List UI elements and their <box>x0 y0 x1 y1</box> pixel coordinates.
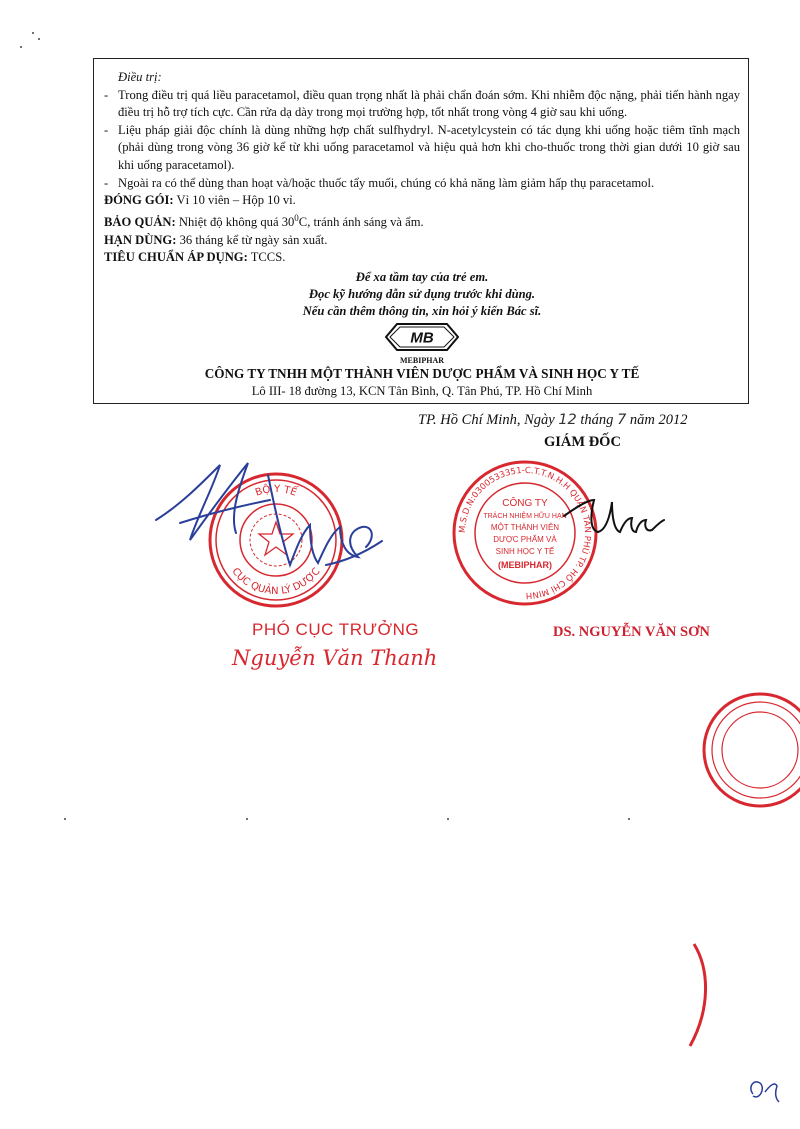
company-stamp-line: CÔNG TY <box>502 498 548 509</box>
vice-director-name: Nguyễn Văn Thanh <box>232 646 438 670</box>
mebiphar-logo-mark <box>385 323 459 351</box>
date-month: 7 <box>617 412 627 428</box>
ministry-stamp-bottom-text: CỤC QUẢN LÝ DƯỢC <box>229 566 323 598</box>
stray-mark <box>20 46 22 48</box>
company-stamp-line: MỘT THÀNH VIÊN <box>490 523 560 532</box>
company-stamp-line: (MEBIPHAR) <box>498 560 552 570</box>
notice-line: Để xa tầm tay của trẻ em. <box>355 269 489 284</box>
mebiphar-logo <box>104 323 740 366</box>
vice-director-signature <box>150 445 390 598</box>
standard-row: TIÊU CHUẨN ÁP DỤNG: TCCS. <box>104 250 286 265</box>
stray-mark <box>628 818 630 820</box>
treatment-bullet: - Liệu pháp giải độc chính là dùng những hợp chất sulfhydryl. N-acetylcystein có tác dụng khi uống hoặc tiêm tĩnh mạch (phải dùng trong vòng 36 giờ kể từ khi uống paracetamol và hiệu quả hơn khi cho-thuốc trong thời gian dưới 10 giờ sau khi uống paracetamol). <box>104 122 740 172</box>
logo-mark-text: MB <box>410 329 434 347</box>
company-stamp-line: TRÁCH NHIỆM HỮU HẠN <box>483 513 567 520</box>
director-title: GIÁM ĐỐC <box>544 434 621 450</box>
notice-line: Nếu cần thêm thông tin, xin hỏi ý kiến Bác sĩ. <box>302 303 542 318</box>
treatment-heading: Điều trị: <box>118 70 162 84</box>
treatment-bullet: - Trong điều trị quá liều paracetamol, điều quan trọng nhất là phải chẩn đoán sớm. Khi nhiễm độc nặng, phải tiến hành ngay điều trị hỗ trợ tích cực. Cần rửa dạ dày trong mọi trường hợp, tốt nhất trong vòng 4 giờ sau khi uống. <box>104 87 740 120</box>
date-line: TP. Hồ Chí Minh, Ngày 12 tháng 7 năm 2012 <box>418 412 688 428</box>
director-name: DS. NGUYỄN VĂN SƠN <box>553 624 710 640</box>
company-stamp-ring-text: M.S.D.N:0300533351-C.T.T.N.H.H QUẬN TÂN PHÚ TP. HỒ CHÍ MINH <box>457 465 593 601</box>
notice-line: Đọc kỹ hướng dẫn sử dụng trước khi dùng. <box>308 286 536 301</box>
date-day: 12 <box>558 412 577 428</box>
stray-mark <box>38 38 40 40</box>
ministry-stamp-top-text: BỘ Y TẾ <box>254 483 299 499</box>
shelf-life-row: HẠN DÙNG: 36 tháng kể từ ngày sản xuất. <box>104 232 328 247</box>
stray-mark <box>64 818 66 820</box>
partial-stamp-right <box>690 688 800 818</box>
packaging-row: ĐÓNG GÓI: Vỉ 10 viên – Hộp 10 vỉ. <box>104 193 296 208</box>
company-address: Lô III- 18 đường 13, KCN Tân Bình, Q. Tân Phú, TP. Hồ Chí Minh <box>251 383 593 398</box>
partial-stamp-arc <box>670 940 720 1050</box>
company-name: CÔNG TY TNHH MỘT THÀNH VIÊN DƯỢC PHẨM VÀ SINH HỌC Y TẾ <box>204 366 640 382</box>
company-stamp-line: SINH HỌC Y TẾ <box>495 547 555 556</box>
director-signature <box>560 486 670 556</box>
treatment-bullet: - Ngoài ra có thể dùng than hoạt và/hoặc thuốc tẩy muối, chúng có khả năng làm giảm hấp thụ paracetamol. <box>104 175 655 190</box>
logo-caption: MEBIPHAR <box>400 356 444 366</box>
stray-mark <box>32 32 34 34</box>
leaflet-content-box <box>93 58 749 404</box>
page-handwritten-mark <box>745 1072 790 1112</box>
stray-mark <box>246 818 248 820</box>
storage-row: BẢO QUẢN: Nhiệt độ không quá $30^0C$, tránh ánh sáng và ẩm. <box>104 212 424 229</box>
company-stamp-line: DƯỢC PHẨM VÀ <box>493 535 557 544</box>
vice-director-title: PHÓ CỤC TRƯỞNG <box>252 620 420 639</box>
stray-mark <box>447 818 449 820</box>
